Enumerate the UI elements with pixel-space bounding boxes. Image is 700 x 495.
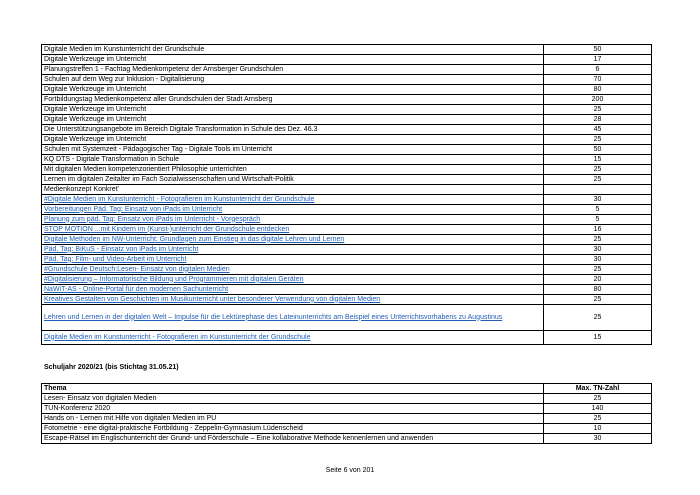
fortbildungen-table-1: [41, 44, 652, 345]
header-tn-zahl: Max. TN-Zahl: [544, 384, 652, 394]
tn-zahl-cell: 16: [544, 225, 652, 235]
table-row: [42, 45, 652, 55]
tn-zahl-cell: 70: [544, 75, 652, 85]
table-row: [42, 394, 652, 404]
thema-cell: KQ DTS - Digitale Transformation in Schule: [42, 155, 544, 165]
tn-zahl-cell: 20: [544, 275, 652, 285]
thema-cell: Escape-Rätsel im Englischunterricht der Grund- und Förderschule – Eine kollaborative Methode kennenlernen und anwenden: [42, 434, 544, 444]
thema-cell: Schulen mit Systemzeit - Pädagogischer Tag - Digitale Tools im Unterricht: [42, 145, 544, 155]
table-row: [42, 205, 652, 215]
table-row: [42, 235, 652, 245]
table-row: [42, 155, 652, 165]
tn-zahl-cell: 25: [544, 414, 652, 424]
tn-zahl-cell: 30: [544, 255, 652, 265]
fortbildungen-table-2: [41, 383, 652, 444]
thema-link[interactable]: NaWiT-AS - Online-Portal für den modernen Sachunterricht: [42, 285, 544, 295]
thema-link[interactable]: STOP MOTION ...mit Kindern im (Kunst-)unterricht der Grundschule entdecken: [42, 225, 544, 235]
table-row: [42, 65, 652, 75]
tn-zahl-cell: 5: [544, 205, 652, 215]
tn-zahl-cell: 45: [544, 125, 652, 135]
thema-cell: Lesen- Einsatz von digitalen Medien: [42, 394, 544, 404]
table-row: [42, 434, 652, 444]
tn-zahl-cell: 50: [544, 45, 652, 55]
tn-zahl-cell: 25: [544, 175, 652, 185]
table-row: [42, 245, 652, 255]
tn-zahl-cell: 25: [544, 265, 652, 275]
tn-zahl-cell: 15: [544, 331, 652, 345]
tn-zahl-cell: 30: [544, 245, 652, 255]
thema-link[interactable]: Lehren und Lernen in der digitalen Welt – Impulse für die Lektürephase des Lateinunterrichts am Beispiel eines Unterrichtsvorhabens zu Augustinus: [42, 305, 544, 331]
thema-cell: Digitale Werkzeuge im Unterricht: [42, 55, 544, 65]
thema-cell: Digitale Medien im Kunstunterricht der Grundschule: [42, 45, 544, 55]
thema-cell: Die Unterstützungsangebote im Bereich Digitale Transformation in Schule des Dez. 46.3: [42, 125, 544, 135]
thema-cell: Lernen im digitalen Zeitalter im Fach Sozialwissenschaften und Wirtschaft-Politik: [42, 175, 544, 185]
thema-link[interactable]: Digitale Methoden im NW-Unterricht: Grundlagen zum Einstieg in das digitale Lehren und Lernen: [42, 235, 544, 245]
thema-cell: TUN-Konferenz 2020: [42, 404, 544, 414]
page-footer: Seite 6 von 201: [325, 467, 375, 474]
thema-cell: Hands on - Lernen mit Hilfe von digitalen Medien im PU: [42, 414, 544, 424]
thema-link[interactable]: Planung zum päd. Tag: Einsatz von iPads im Unterricht - Vorgespräch: [42, 215, 544, 225]
thema-link[interactable]: Päd. Tag: BiKuS - Einsatz von iPads im Unterricht: [42, 245, 544, 255]
tn-zahl-cell: 25: [544, 305, 652, 331]
table-row: [42, 275, 652, 285]
tn-zahl-cell: 10: [544, 424, 652, 434]
thema-link[interactable]: #Digitale Medien im Kunstunterricht - Fotografieren im Kunstunterricht der Grundschule: [42, 195, 544, 205]
table-row: [42, 285, 652, 295]
tn-zahl-cell: 25: [544, 105, 652, 115]
table-row: [42, 225, 652, 235]
tn-zahl-cell: 25: [544, 235, 652, 245]
table-row: [42, 331, 652, 345]
table-row: [42, 85, 652, 95]
thema-cell: Fortbildungstag Medienkompetenz aller Grundschulen der Stadt Arnsberg: [42, 95, 544, 105]
header-thema: Thema: [42, 384, 544, 394]
thema-cell: Fotometrie - eine digital-praktische Fortbildung - Zeppelin-Gymnasium Lüdenscheid: [42, 424, 544, 434]
tn-zahl-cell: 140: [544, 404, 652, 414]
thema-cell: Planungstreffen 1 - Fachtag Medienkompetenz der Arnsberger Grundschulen: [42, 65, 544, 75]
tn-zahl-cell: 200: [544, 95, 652, 105]
tn-zahl-cell: 80: [544, 285, 652, 295]
table-row: [42, 295, 652, 305]
tn-zahl-cell: 6: [544, 65, 652, 75]
table-row: [42, 414, 652, 424]
thema-link[interactable]: Digitale Medien im Kunstunterricht - Fotografieren im Kunstunterricht der Grundschule: [42, 331, 544, 345]
tn-zahl-cell: 28: [544, 115, 652, 125]
thema-link[interactable]: Vorbereitungen Päd. Tag: Einsatz von iPads im Unterricht: [42, 205, 544, 215]
table-row: [42, 195, 652, 205]
table-row: [42, 185, 652, 195]
thema-cell: Digitale Werkzeuge im Unterricht: [42, 85, 544, 95]
thema-link[interactable]: #Digitalisierung – Informatorische Bildung und Programmieren mit digitalen Geräten: [42, 275, 544, 285]
table-row: [42, 404, 652, 414]
table-row: [42, 175, 652, 185]
table-row: [42, 55, 652, 65]
table-header-row: [42, 384, 652, 394]
table-row: [42, 115, 652, 125]
thema-link[interactable]: #Grundschule Deutsch:Lesen- Einsatz von digitalen Medien: [42, 265, 544, 275]
table-row: [42, 135, 652, 145]
thema-link[interactable]: Päd. Tag: Film- und Video-Arbeit im Unterricht: [42, 255, 544, 265]
table-row: [42, 165, 652, 175]
section-title: Schuljahr 2020/21 (bis Stichtag 31.05.21): [44, 364, 179, 371]
tn-zahl-cell: 25: [544, 394, 652, 404]
table-row: [42, 125, 652, 135]
table-row: [42, 95, 652, 105]
tn-zahl-cell: 50: [544, 145, 652, 155]
tn-zahl-cell: 25: [544, 165, 652, 175]
table-row: [42, 145, 652, 155]
tn-zahl-cell: 25: [544, 295, 652, 305]
thema-cell: Digitale Werkzeuge im Unterricht: [42, 105, 544, 115]
thema-cell: Schulen auf dem Weg zur Inklusion - Digitalisierung: [42, 75, 544, 85]
tn-zahl-cell: 25: [544, 135, 652, 145]
table-row: [42, 105, 652, 115]
table-row: [42, 75, 652, 85]
table-row: [42, 305, 652, 331]
tn-zahl-cell: 5: [544, 215, 652, 225]
thema-link[interactable]: Kreatives Gestalten von Geschichten im Musikunterricht unter besonderer Verwendung von digitalen Medien: [42, 295, 544, 305]
thema-cell: Digitale Werkzeuge im Unterricht: [42, 135, 544, 145]
table-row: [42, 424, 652, 434]
thema-cell: Mit digitalen Medien kompetenzorientiert Philosophie unterrichten: [42, 165, 544, 175]
tn-zahl-cell: 15: [544, 155, 652, 165]
table-row: [42, 215, 652, 225]
thema-cell: Digitale Werkzeuge im Unterricht: [42, 115, 544, 125]
tn-zahl-cell: 30: [544, 434, 652, 444]
tn-zahl-cell: 30: [544, 195, 652, 205]
tn-zahl-cell: 17: [544, 55, 652, 65]
thema-cell: Medienkonzept Konkret': [42, 185, 544, 195]
tn-zahl-cell: [544, 185, 652, 195]
table-row: [42, 255, 652, 265]
table-row: [42, 265, 652, 275]
tn-zahl-cell: 80: [544, 85, 652, 95]
